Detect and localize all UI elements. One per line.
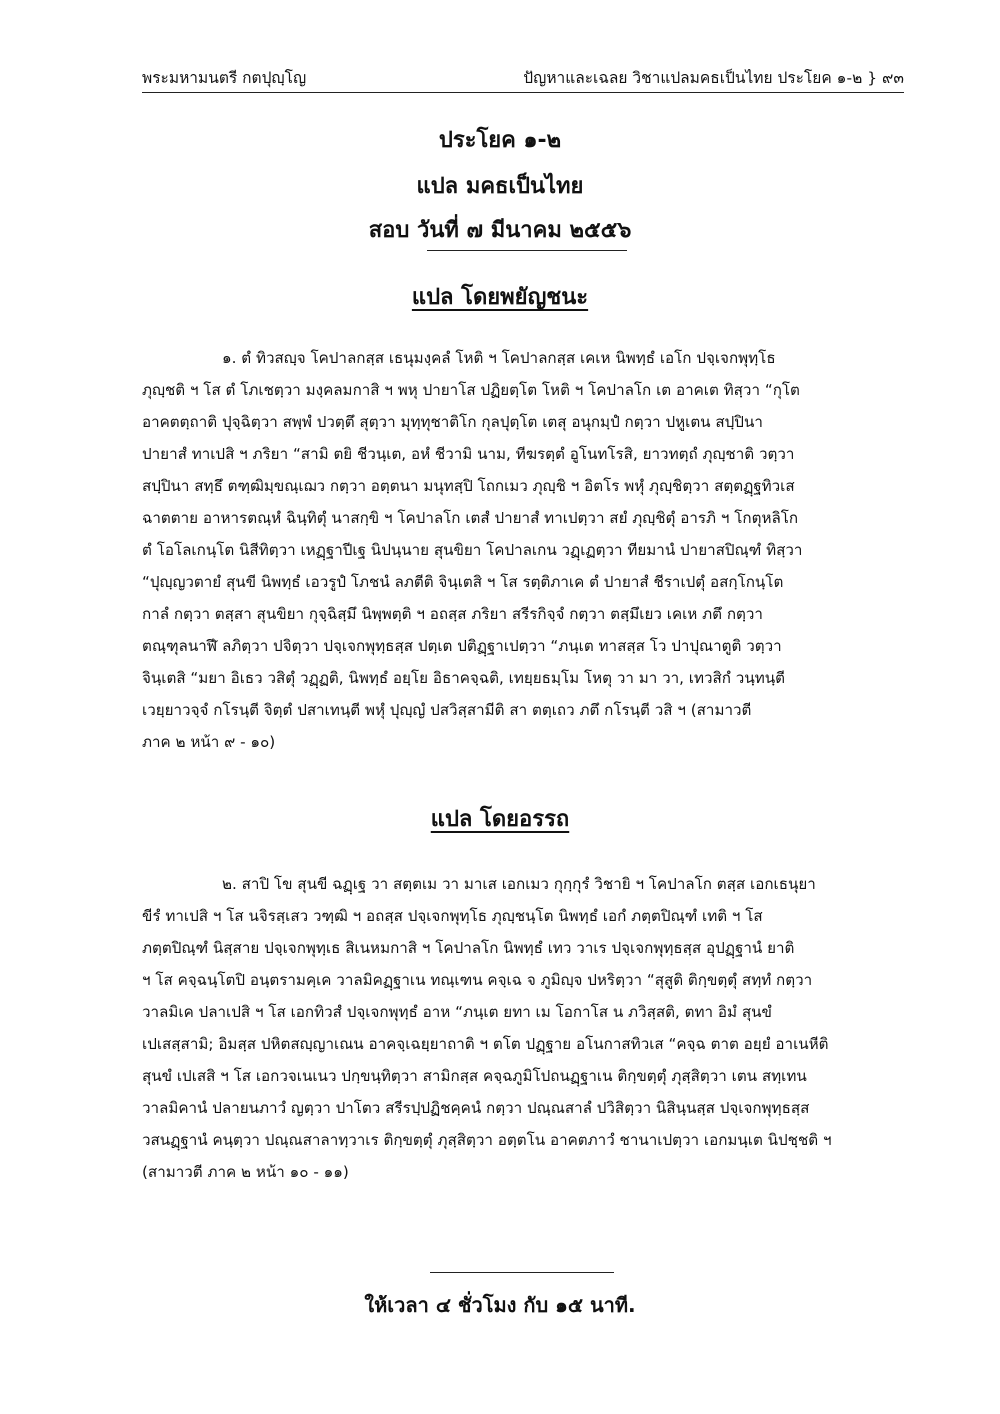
passage-idiomatic — [142, 868, 904, 1188]
passage-line: ตํ โอโลเกนฺโต นิสีทิตฺวา เหฏฺฐาปีเฐ นิปนฺนาย สุนขิยา โคปาลเกน วฏฺเฏตฺวา ทียมานํ ปายาสปิณฺฑํ ทิสฺวา — [142, 541, 803, 559]
passage-line: ขีรํ ทาเปสิ ฯ โส นจิรสฺเสว วฑฺฒิ ฯ อถสฺส ปจฺเจกพุทฺโธ ภุญฺชนฺโต นิพทฺธํ เอกํ ภตฺตปิณฺฑํ เทติ ฯ โส — [142, 907, 763, 925]
passage-line: สปฺปินา สทฺธึ ตฑฺฒิมฺขณฺเฌว กตฺวา อตฺตนา มนุทสฺปิ โถกเมว ภุญฺชิ ฯ อิตโร พหุํ ภุญฺชิตฺวา สตฺตฏฺฐทิวเส — [142, 477, 795, 495]
passage-line: กาลํ กตฺวา ตสฺสา สุนขิยา กุจฺฉิสฺมึ นิพฺพตฺติ ฯ อถสฺส ภริยา สรีรกิจฺจํ กตฺวา ตสฺมึเยว เคเห ภตึ กตฺวา — [142, 605, 763, 623]
passage-line: ๑. ตํ ทิวสญฺจ โคปาลกสฺส เธนุมงฺคลํ โหติ ฯ โคปาลกสฺส เคเห นิพทฺธํ เอโก ปจฺเจกพุทฺโธ — [222, 349, 776, 367]
title-divider — [427, 250, 627, 251]
header-book-title-page: ปัญหาและเฉลย วิชาแปลมคธเป็นไทย ประโยค ๑-๒ } ๙๓ — [523, 69, 904, 87]
exam-date-title: สอบ วันที่ ๗ มีนาคม ๒๕๕๖ — [368, 218, 632, 243]
passage-line: ฯ โส คจฺฉนฺโตปิ อนฺตรามคฺเค วาลมิคฏฺฐาเน ทณฺเฑน คจฺเฉ จ ภูมิญฺจ ปหริตฺวา “สุสูติ ติกฺขตฺตุํ สทฺทํ กตฺวา — [142, 971, 813, 989]
passage-line: ภุญฺชติ ฯ โส ตํ โภเชตฺวา มงฺคลมกาสิ ฯ พหุ ปายาโส ปฏิยตฺโต โหติ ฯ โคปาลโก เต อาคเต ทิสฺวา “กุโต — [142, 381, 800, 399]
passage-line: เปเสสฺสามิ; อิมสฺส ปหิตสญฺญาเณน อาคจฺเฉยฺยาถาติ ฯ ตโต ปฏฺฐาย อโนกาสทิวเส “คจฺฉ ตาต อยฺยํ อาเนหีติ — [142, 1035, 829, 1053]
passage-line: “ปุญฺญวตายํ สุนขี นิพทฺธํ เอวรูปํ โภชนํ ลภตีติ จินฺเตสิ ฯ โส รตฺติภาเค ตํ ปายาสํ ชีราเปตุํ อสกฺโกนฺโต — [142, 573, 784, 591]
exam-subject-title: แปล มคธเป็นไทย — [416, 174, 584, 199]
header-divider — [142, 92, 904, 93]
passage-line: จินฺเตสิ “มยา อิเธว วสิตุํ วฏฺฏติ, นิพทฺธํ อยฺโย อิธาคจฺฉติ, เทยฺยธมฺโม โหตุ วา มา วา, เทวสิกํ วนฺทนฺตี — [142, 669, 785, 687]
passage-line: อาคตตฺถาติ ปุจฺฉิตฺวา สพฺพํ ปวตฺตึ สุตฺวา มุทฺทุชาติโก กุลปุตฺโต เตสุ อนุกมฺปํ กตฺวา ปหูเตน สปฺปินา — [142, 413, 763, 431]
passage-line: ภาค ๒ หน้า ๙ - ๑๐) — [142, 733, 276, 751]
running-header — [142, 66, 904, 90]
passage-line: (สามาวตี ภาค ๒ หน้า ๑๐ - ๑๑) — [142, 1163, 349, 1181]
passage-line: วาลมิคานํ ปลายนภาวํ ญตฺวา ปาโตว สรีรปฺปฏิชคฺคนํ กตฺวา ปณฺณสาลํ ปวิสิตฺวา นิสินฺนสฺส ปจฺเจกพุทฺธสฺส — [142, 1099, 810, 1117]
passage-line: วสนฏฺฐานํ คนฺตฺวา ปณฺณสาลาทฺวาเร ติกฺขตฺตุํ ภุสฺสิตฺวา อตฺตโน อาคตภาวํ ชานาเปตฺวา เอกมนฺเต นิปชฺชติ ฯ — [142, 1131, 832, 1149]
section-heading-idiomatic — [0, 804, 1000, 836]
section-heading-literal — [0, 282, 1000, 314]
passage-line: ปายาสํ ทาเปสิ ฯ ภริยา “สามิ ตยิ ชีวนฺเต, อหํ ชีวามิ นาม, ทีฆรตฺตํ อูโนทโรสิ, ยาวทตฺถํ ภุญฺชาติ วตฺวา — [142, 445, 795, 463]
passage-line: สุนขํ เปเสสิ ฯ โส เอกวจเนเนว ปกฺขนฺทิตฺวา สามิกสฺส คจฺฉภูมิโปถนฏฺฐาเน ติกฺขตฺตุํ ภุสฺสิตฺวา เตน สทฺเทน — [142, 1067, 807, 1085]
passage-line: ตณฺฑุลนาฬึ ลภิตฺวา ปจิตฺวา ปจฺเจกพุทฺธสฺส ปตฺเต ปติฏฺฐาเปตฺวา “ภนฺเต ทาสสฺส โว ปาปุณาตูติ วตฺวา — [142, 637, 782, 655]
passage-line: เวยฺยาวจฺจํ กโรนฺตี จิตฺตํ ปสาเทนฺตี พหุํ ปุญฺญํ ปสวิสฺสามีติ สา ตตฺเถว ภตึ กโรนฺตี วสิ ฯ (สามาวตี — [142, 701, 752, 719]
time-allowed-note: ให้เวลา ๔ ชั่วโมง กับ ๑๕ นาที. — [364, 1293, 636, 1317]
passage-line: ๒. สาปิ โข สุนขี ฉฏฺเฐ วา สตฺตเม วา มาเส เอกเมว กุกฺกุรํ วิชายิ ฯ โคปาลโก ตสฺส เอกเธนุยา — [222, 875, 816, 893]
section-heading-idiomatic-text: แปล โดยอรรถ — [430, 807, 570, 832]
passage-literal — [142, 342, 904, 758]
footer-divider — [430, 1272, 614, 1273]
exam-level-title: ประโยค ๑-๒ — [438, 128, 562, 153]
section-heading-literal-text: แปล โดยพยัญชนะ — [411, 285, 589, 310]
passage-line: วาลมิเค ปลาเปสิ ฯ โส เอกทิวสํ ปจฺเจกพุทฺธํ อาห “ภนฺเต ยทา เม โอกาโส น ภวิสฺสติ, ตทา อิมํ สุนขํ — [142, 1003, 772, 1021]
passage-line: ภตฺตปิณฺฑํ นิสฺสาย ปจฺเจกพุทฺเธ สิเนหมกาสิ ฯ โคปาลโก นิพทฺธํ เทว วาเร ปจฺเจกพุทฺธสฺส อุปฏฺฐานํ ยาติ — [142, 939, 795, 957]
passage-line: ฉาตตาย อาหารตณฺหํ ฉินฺทิตุํ นาสกฺขิ ฯ โคปาลโก เตสํ ปายาสํ ทาเปตฺวา สยํ ภุญฺชิตุํ อารภิ ฯ โกตุหลิโก — [142, 509, 799, 527]
header-author: พระมหามนตรี กตปุญฺโญ — [142, 69, 307, 87]
